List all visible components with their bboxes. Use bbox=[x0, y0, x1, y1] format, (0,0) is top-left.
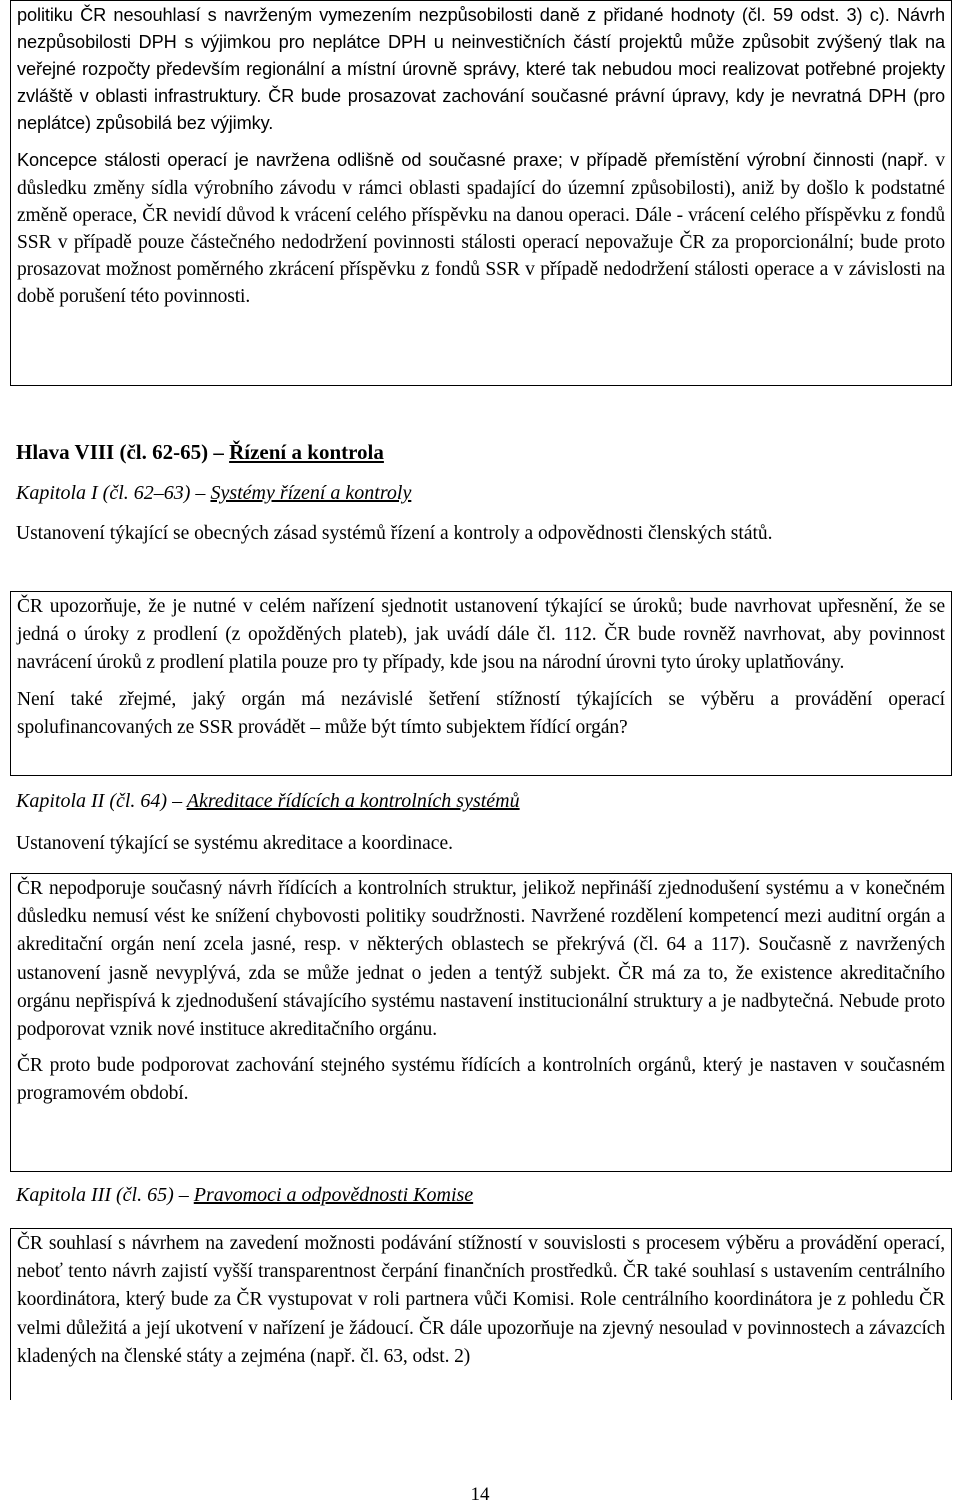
heading-title: Řízení a kontrola bbox=[229, 440, 384, 464]
chapter-1-prefix: Kapitola I (čl. 62–63) – bbox=[16, 482, 206, 504]
box2-paragraph-1: ČR upozorňuje, že je nutné v celém nařízení sjednotit ustanovení týkající se úroků; bude navrhovat upřesnění, že se jedná o úroky z prodlení (z opožděných plateb), jak uvádí dále čl. 112. ČR bude rovněž navrhovat, aby povinnost navrácení úroků z prodlení platila pouze pro ty případy, kde jsou na národní úrovni tyto úroky uplatňovány. bbox=[17, 596, 945, 674]
comment-box-2 bbox=[10, 591, 952, 776]
box3-paragraph-2: ČR proto bude podporovat zachování stejného systému řídících a kontrolních orgánů, který je nastaven v současném programovém období. bbox=[17, 1055, 945, 1105]
chapter-2-intro: Ustanovení týkající se systému akreditace a koordinace. bbox=[16, 833, 453, 854]
chapter-1-name: Systémy řízení a kontroly bbox=[210, 482, 412, 504]
box1-paragraph-2a: Koncepce stálosti operací je navržena odlišně od současné praxe; v případě přemístění výrobní činnosti (např. bbox=[17, 150, 929, 171]
chapter-2-title bbox=[16, 790, 520, 813]
comment-box-1 bbox=[10, 0, 952, 386]
heading-prefix: Hlava VIII (čl. 62-65) – bbox=[16, 440, 224, 464]
comment-box-3 bbox=[10, 873, 952, 1172]
chapter-3-prefix: Kapitola III (čl. 65) – bbox=[16, 1184, 189, 1206]
chapter-1-title bbox=[16, 482, 411, 505]
box1-paragraph-1: politiku ČR nesouhlasí s navrženým vymezením nezpůsobilosti daně z přidané hodnoty (čl. 59 odst. 3) c). Návrh nezpůsobilosti DPH s výjimkou pro neplátce DPH u neinvestičních částí projektů může způsobit zvýšený tlak na veřejné rozpočty především regionální a místní úrovně správy, které tak nebudou moci realizovat potřebné projekty zvláště v oblasti infrastruktury. ČR bude prosazovat zachování současné právní úpravy, kdy je nevratná DPH (pro neplátce) způsobilá bez výjimky. bbox=[17, 5, 945, 134]
box1-paragraph-2b: v důsledku změny sídla výrobního závodu v rámci oblasti spadající do územní způsobilosti), aniž by došlo k podstatné změně operace, ČR nevidí důvod k vrácení celého příspěvku na danou operaci. bbox=[17, 150, 945, 226]
chapter-1-intro: Ustanovení týkající se obecných zásad systémů řízení a kontroly a odpovědnosti členských států. bbox=[16, 523, 773, 544]
chapter-3-title bbox=[16, 1184, 473, 1207]
box4-paragraph-1: ČR souhlasí s návrhem na zavedení možnosti podávání stížností v souvislosti s procesem výběru a provádění operací, neboť tento návrh zajistí vyšší transparentnost čerpání finančních prostředků. ČR také souhlasí s ustavením centrálního koordinátora, který bude za ČR vystupovat v roli partnera vůči Komisi. Role centrálního koordinátora je z pohledu ČR velmi důležitá a její ukotvení v nařízení je žádoucí. ČR dále upozorňuje na zjevný nesoulad v povinnostech a závazcích kladených na členské státy a zejména (např. čl. 63, odst. 2) bbox=[17, 1233, 945, 1367]
comment-box-4 bbox=[10, 1228, 952, 1400]
chapter-3-name: Pravomoci a odpovědnosti Komise bbox=[193, 1184, 474, 1206]
chapter-2-prefix: Kapitola II (čl. 64) – bbox=[16, 790, 183, 812]
box3-paragraph-1: ČR nepodporuje současný návrh řídících a kontrolních struktur, jelikož nepřináší zjednodušení systému a v konečném důsledku nemusí vést ke snížení chybovosti politiky soudržnosti. Navržené rozdělení kompetencí mezi auditní orgán a akreditační orgán není zcela jasné, resp. v některých oblastech se překrývá (čl. 64 a 117). Současně z navržených ustanovení jasně nevyplývá, zda se může jednat o jeden a tentýž subjekt. ČR má za to, že existence akreditačního orgánu nepřispívá k zjednodušení stávajícího systému nastavení institucionální struktury a je nadbytečná. Nebude proto podporovat vznik nové instituce akreditačního orgánu. bbox=[17, 878, 945, 1041]
box1-paragraph-2 bbox=[17, 147, 945, 310]
box2-paragraph-2: Není také zřejmé, jaký orgán má nezávislé šetření stížností týkajících se výběru a provádění operací spolufinancovaných ze SSR provádět – může být tímto subjektem řídící orgán? bbox=[17, 688, 945, 738]
section-heading bbox=[16, 440, 384, 465]
box1-paragraph-2c: Dále - vrácení celého příspěvku z fondů SSR v případě pouze částečného nedodržení povinnosti stálosti operací nepovažuje ČR za proporcionální; bude proto prosazovat možnost poměrného zkrácení příspěvku z fondů SSR v případě nedodržení stálosti operace a v závislosti na době porušení této povinnosti. bbox=[17, 204, 946, 307]
page-number: 14 bbox=[470, 1484, 490, 1505]
chapter-2-name: Akreditace řídících a kontrolních systémů bbox=[186, 790, 520, 812]
